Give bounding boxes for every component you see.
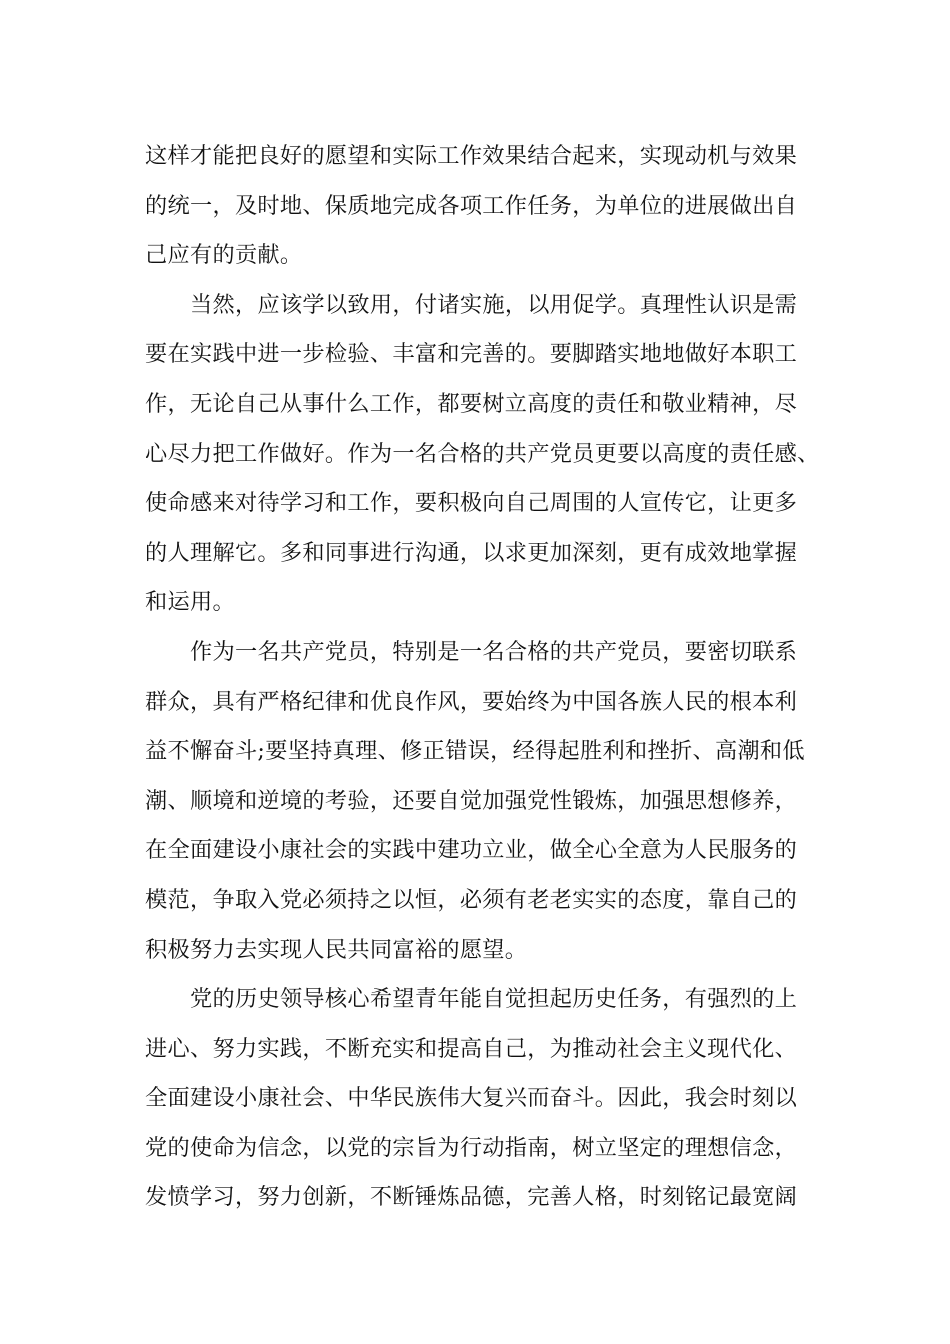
- text-line: 心尽力把工作做好。作为一名合格的共产党员更要以高度的责任感、: [145, 440, 820, 467]
- text-line: 作，无论自己从事什么工作，都要树立高度的责任和敬业精神，尽: [145, 390, 798, 417]
- text-line: 和运用。: [145, 589, 235, 616]
- text-line: 益不懈奋斗;要坚持真理、修正错误，经得起胜利和挫折、高潮和低: [145, 738, 805, 765]
- text-line: 这样才能把良好的愿望和实际工作效果结合起来，实现动机与效果: [145, 143, 798, 169]
- text-line: 群众，具有严格纪律和优良作风，要始终为中国各族人民的根本利: [145, 688, 798, 715]
- text-line: 积极努力去实现人民共同富裕的愿望。: [145, 936, 528, 963]
- text-line: 进心、努力实践，不断充实和提高自己，为推动社会主义现代化、: [145, 1035, 798, 1062]
- text-line: 要在实践中进一步检验、丰富和完善的。要脚踏实地地做好本职工: [145, 341, 798, 368]
- text-line: 全面建设小康社会、中华民族伟大复兴而奋斗。因此，我会时刻以: [145, 1085, 798, 1112]
- text-line: 发愤学习，努力创新，不断锤炼品德，完善人格，时刻铭记最宽阔: [145, 1184, 798, 1211]
- text-line: 模范，争取入党必须持之以恒，必须有老老实实的态度，靠自己的: [145, 886, 798, 913]
- text-line: 使命感来对待学习和工作，要积极向自己周围的人宣传它，让更多: [145, 490, 798, 517]
- text-line: 己应有的贡献。: [145, 242, 303, 269]
- document-body: [145, 132, 820, 1223]
- text-line: 党的使命为信念，以党的宗旨为行动指南，树立坚定的理想信念，: [145, 1134, 798, 1161]
- text-line: 在全面建设小康社会的实践中建功立业，做全心全意为人民服务的: [145, 837, 798, 864]
- text-line: 潮、顺境和逆境的考验，还要自觉加强党性锻炼，加强思想修养，: [145, 787, 798, 814]
- text-line: 当然，应该学以致用，付诸实施，以用促学。真理性认识是需: [190, 291, 798, 318]
- text-line: 的人理解它。多和同事进行沟通，以求更加深刻，更有成效地掌握: [145, 539, 798, 566]
- text-line: 的统一，及时地、保质地完成各项工作任务，为单位的进展做出自: [145, 192, 798, 219]
- text-line: 作为一名共产党员，特别是一名合格的共产党员，要密切联系: [190, 638, 798, 665]
- text-line: 党的历史领导核心希望青年能自觉担起历史任务，有强烈的上: [190, 986, 798, 1013]
